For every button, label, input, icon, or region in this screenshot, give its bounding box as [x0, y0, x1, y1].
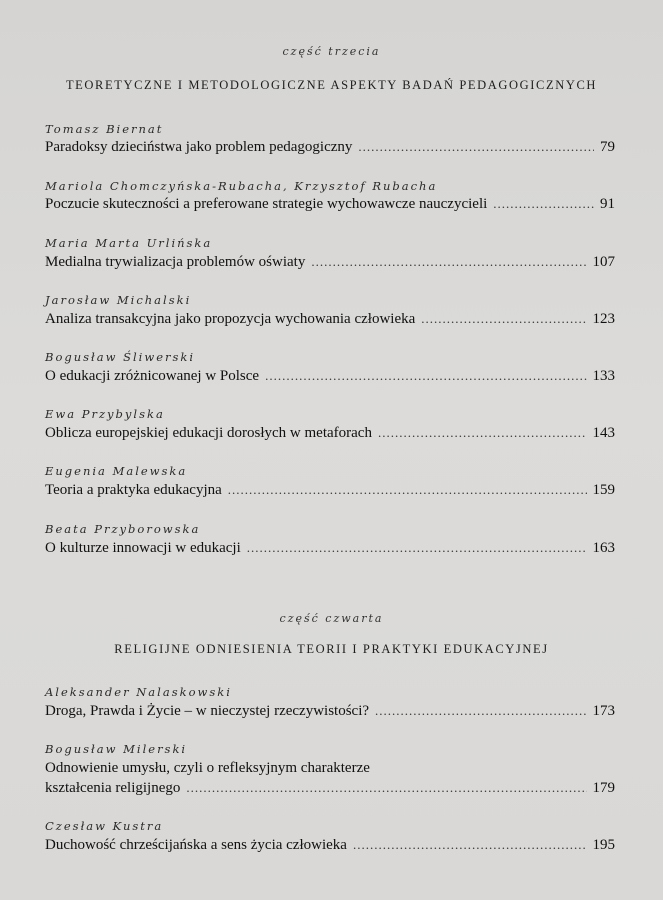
entry-page-number: 91	[600, 196, 615, 212]
entry-title: Oblicza europejskiej edukacji dorosłych w metaforach	[45, 425, 372, 441]
dot-leader	[228, 480, 587, 500]
entry-page-number: 179	[592, 780, 615, 796]
dot-leader	[247, 538, 587, 558]
toc-entry[interactable]	[45, 423, 615, 443]
entry-author: Beata Przyborowska	[45, 522, 201, 536]
entry-author: Ewa Przybylska	[45, 407, 165, 421]
dot-leader	[421, 309, 586, 329]
dot-leader	[265, 366, 586, 386]
toc-entry[interactable]	[45, 701, 615, 721]
entry-title-continued: kształcenia religijnego	[45, 780, 181, 796]
entry-author: Jarosław Michalski	[45, 293, 192, 307]
toc-entry[interactable]	[45, 252, 615, 272]
entry-page-number: 79	[600, 139, 615, 155]
toc-entry[interactable]	[45, 137, 615, 157]
entry-title: Medialna trywializacja problemów oświaty	[45, 254, 306, 270]
entry-page-number: 163	[592, 540, 615, 556]
toc-entry[interactable]	[45, 194, 615, 214]
entry-author: Bogusław Śliwerski	[45, 350, 196, 364]
part-three-title: TEORETYCZNE I METODOLOGICZNE ASPEKTY BADAŃ PEDAGOGICZNYCH	[65, 78, 598, 92]
entry-author: Eugenia Malewska	[45, 464, 188, 478]
entry-title: Analiza transakcyjna jako propozycja wychowania człowieka	[45, 311, 416, 327]
dot-leader	[186, 778, 586, 798]
entry-title: Duchowość chrześcijańska a sens życia człowieka	[45, 837, 347, 853]
entry-page-number: 133	[592, 368, 615, 384]
entry-title: Odnowienie umysłu, czyli o refleksyjnym charakterze	[45, 760, 370, 776]
entry-page-number: 173	[592, 703, 615, 719]
entry-page-number: 123	[592, 311, 615, 327]
entry-title: O edukacji zróżnicowanej w Polsce	[45, 368, 260, 384]
entry-author: Tomasz Biernat	[45, 122, 164, 136]
toc-entry[interactable]	[45, 480, 615, 500]
part-four-label: część czwarta	[279, 612, 384, 625]
part-three-label: część trzecia	[282, 45, 381, 58]
entry-page-number: 159	[592, 482, 615, 498]
entry-author: Czesław Kustra	[45, 819, 164, 833]
dot-leader	[493, 194, 594, 214]
toc-entry[interactable]	[45, 309, 615, 329]
entry-title: O kulturze innowacji w edukacji	[45, 540, 241, 556]
entry-author: Bogusław Milerski	[45, 742, 188, 756]
part-four-title: RELIGIJNE ODNIESIENIA TEORII I PRAKTYKI EDUKACYJNEJ	[114, 642, 549, 656]
toc-entry[interactable]	[45, 758, 615, 798]
entry-page-number: 107	[592, 254, 615, 270]
dot-leader	[378, 423, 587, 443]
dot-leader	[353, 835, 587, 855]
toc-entry[interactable]	[45, 538, 615, 558]
dot-leader	[311, 252, 586, 272]
toc-entry[interactable]	[45, 366, 615, 386]
entry-title: Poczucie skuteczności a preferowane strategie wychowawcze nauczycieli	[45, 196, 488, 212]
dot-leader	[375, 701, 586, 721]
entry-author: Aleksander Nalaskowski	[45, 685, 232, 699]
dot-leader	[358, 137, 594, 157]
entry-page-number: 143	[592, 425, 615, 441]
entry-author: Maria Marta Urlińska	[45, 236, 213, 250]
entry-title: Droga, Prawda i Życie – w nieczystej rzeczywistości?	[45, 703, 370, 719]
entry-title: Paradoksy dzieciństwa jako problem pedagogiczny	[45, 139, 353, 155]
entry-title: Teoria a praktyka edukacyjna	[45, 482, 222, 498]
entry-author: Mariola Chomczyńska-Rubacha, Krzysztof Rubacha	[45, 179, 438, 193]
entry-page-number: 195	[592, 837, 615, 853]
toc-entry[interactable]	[45, 835, 615, 855]
